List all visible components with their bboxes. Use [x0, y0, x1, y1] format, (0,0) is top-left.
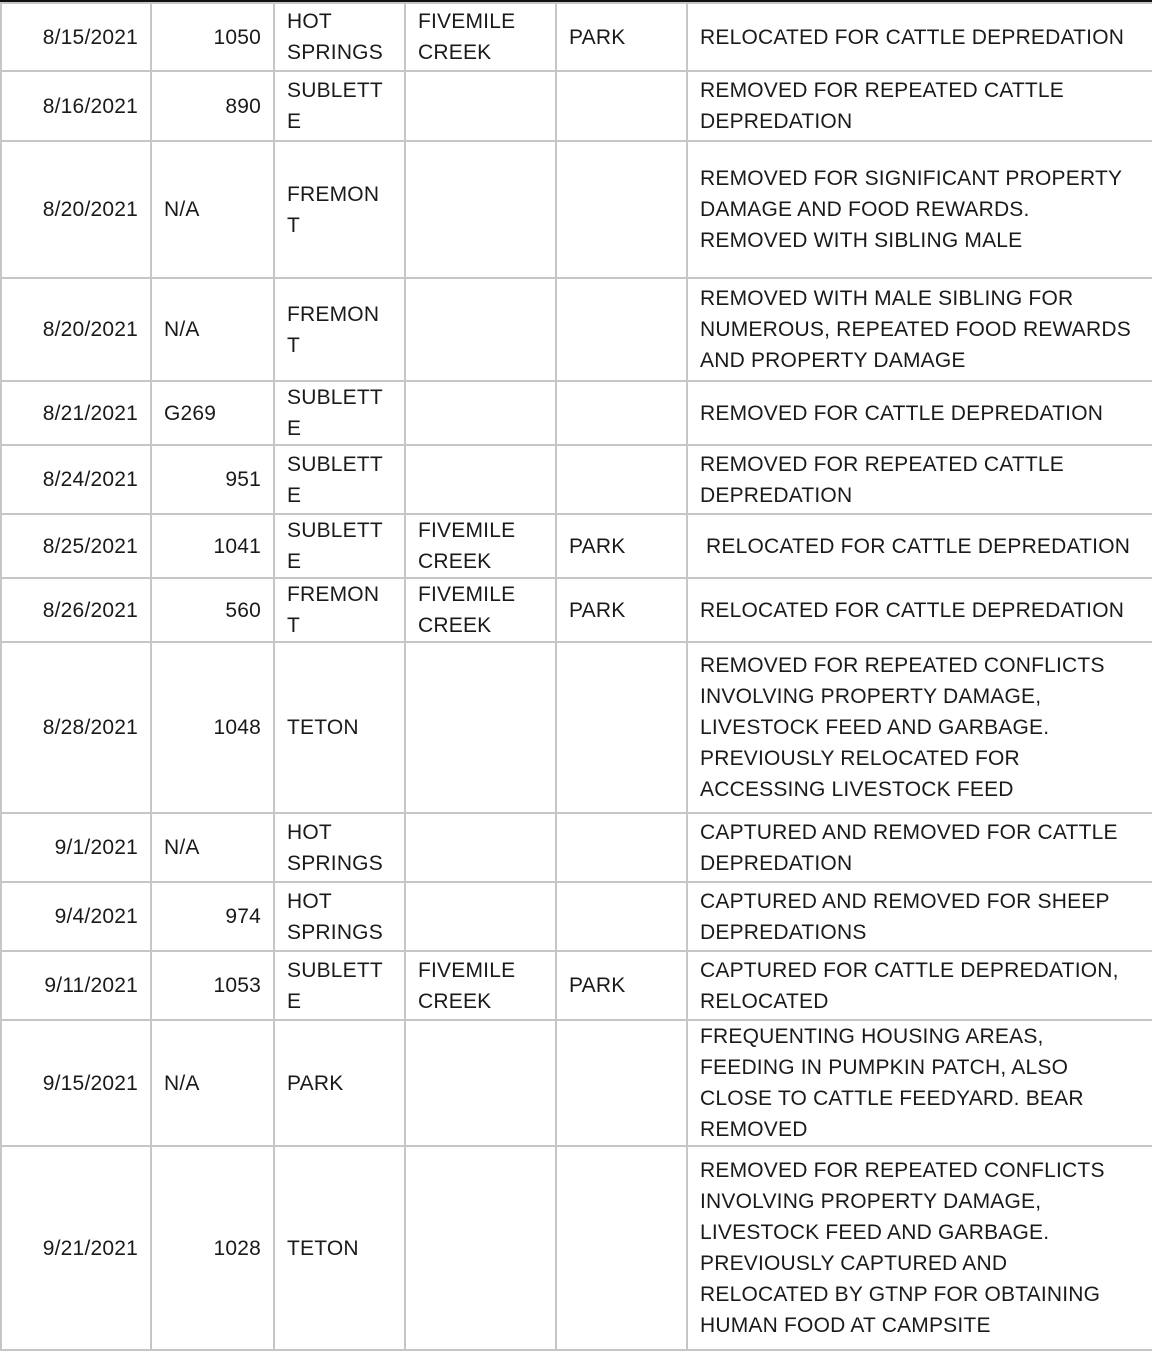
county-cell: PARK [274, 1020, 405, 1146]
release-site-cell: FIVEMILE CREEK [405, 578, 556, 642]
bear-id-cell: N/A [151, 1020, 274, 1146]
release-county-cell: PARK [556, 578, 687, 642]
release-county-cell [556, 381, 687, 445]
notes-cell: RELOCATED FOR CATTLE DEPREDATION [687, 3, 1152, 71]
notes-cell: RELOCATED FOR CATTLE DEPREDATION [687, 578, 1152, 642]
release-site-cell [405, 71, 556, 141]
date-cell: 8/24/2021 [1, 445, 151, 514]
table-row [1, 951, 1152, 1020]
date-cell: 9/1/2021 [1, 813, 151, 882]
notes-cell: REMOVED FOR CATTLE DEPREDATION [687, 381, 1152, 445]
release-site-cell [405, 1146, 556, 1350]
release-county-cell: PARK [556, 3, 687, 71]
date-cell: 8/20/2021 [1, 141, 151, 278]
county-cell: HOT SPRINGS [274, 882, 405, 951]
table-row [1, 882, 1152, 951]
release-site-cell [405, 141, 556, 278]
release-county-cell [556, 1020, 687, 1146]
county-cell: SUBLETTE [274, 951, 405, 1020]
bear-id-cell: 1048 [151, 642, 274, 813]
bear-id-cell: 560 [151, 578, 274, 642]
release-site-cell [405, 445, 556, 514]
table-row [1, 514, 1152, 578]
release-site-cell: FIVEMILE CREEK [405, 951, 556, 1020]
county-cell: SUBLETTE [274, 445, 405, 514]
bear-id-cell: 1041 [151, 514, 274, 578]
notes-cell: FREQUENTING HOUSING AREAS, FEEDING IN PUMPKIN PATCH, ALSO CLOSE TO CATTLE FEEDYARD. BEAR REMOVED [687, 1020, 1152, 1146]
table-row [1, 1146, 1152, 1350]
table-row [1, 445, 1152, 514]
notes-cell: CAPTURED AND REMOVED FOR SHEEP DEPREDATIONS [687, 882, 1152, 951]
notes-cell: REMOVED WITH MALE SIBLING FOR NUMEROUS, REPEATED FOOD REWARDS AND PROPERTY DAMAGE [687, 278, 1152, 381]
release-county-cell: PARK [556, 514, 687, 578]
release-county-cell [556, 71, 687, 141]
table-row [1, 642, 1152, 813]
table-row [1, 71, 1152, 141]
bear-id-cell: 974 [151, 882, 274, 951]
county-cell: SUBLETTE [274, 381, 405, 445]
table-row [1, 578, 1152, 642]
notes-cell: REMOVED FOR REPEATED CATTLE DEPREDATION [687, 445, 1152, 514]
notes-cell: REMOVED FOR REPEATED CONFLICTS INVOLVING PROPERTY DAMAGE, LIVESTOCK FEED AND GARBAGE. PREVIOUSLY CAPTURED AND RELOCATED BY GTNP FOR OBTAINING HUMAN FOOD AT CAMPSITE [687, 1146, 1152, 1350]
release-site-cell [405, 813, 556, 882]
release-county-cell [556, 813, 687, 882]
notes-cell: CAPTURED AND REMOVED FOR CATTLE DEPREDATION [687, 813, 1152, 882]
table-row [1, 141, 1152, 278]
release-county-cell [556, 882, 687, 951]
release-site-cell [405, 278, 556, 381]
bear-id-cell: 1050 [151, 3, 274, 71]
notes-cell: REMOVED FOR SIGNIFICANT PROPERTY DAMAGE AND FOOD REWARDS. REMOVED WITH SIBLING MALE [687, 141, 1152, 278]
notes-cell: CAPTURED FOR CATTLE DEPREDATION, RELOCATED [687, 951, 1152, 1020]
bear-id-cell: G269 [151, 381, 274, 445]
release-site-cell [405, 882, 556, 951]
date-cell: 9/21/2021 [1, 1146, 151, 1350]
release-county-cell: PARK [556, 951, 687, 1020]
release-county-cell [556, 141, 687, 278]
table-row [1, 1020, 1152, 1146]
release-county-cell [556, 1146, 687, 1350]
bear-id-cell: 951 [151, 445, 274, 514]
county-cell: SUBLETTE [274, 514, 405, 578]
notes-cell: REMOVED FOR REPEATED CONFLICTS INVOLVING PROPERTY DAMAGE, LIVESTOCK FEED AND GARBAGE. PREVIOUSLY RELOCATED FOR ACCESSING LIVESTOCK FEED [687, 642, 1152, 813]
release-county-cell [556, 642, 687, 813]
table-row [1, 3, 1152, 71]
table-row [1, 278, 1152, 381]
bear-conflict-table [0, 2, 1152, 1351]
release-site-cell: FIVEMILE CREEK [405, 514, 556, 578]
county-cell: HOT SPRINGS [274, 3, 405, 71]
notes-cell: RELOCATED FOR CATTLE DEPREDATION [687, 514, 1152, 578]
release-county-cell [556, 445, 687, 514]
table-row [1, 381, 1152, 445]
county-cell: FREMONT [274, 278, 405, 381]
county-cell: FREMONT [274, 578, 405, 642]
bear-id-cell: 1028 [151, 1146, 274, 1350]
release-site-cell [405, 381, 556, 445]
county-cell: TETON [274, 642, 405, 813]
release-county-cell [556, 278, 687, 381]
release-site-cell: FIVEMILE CREEK [405, 3, 556, 71]
bear-id-cell: N/A [151, 813, 274, 882]
table-row [1, 813, 1152, 882]
date-cell: 9/4/2021 [1, 882, 151, 951]
county-cell: FREMONT [274, 141, 405, 278]
date-cell: 9/11/2021 [1, 951, 151, 1020]
date-cell: 8/21/2021 [1, 381, 151, 445]
date-cell: 8/20/2021 [1, 278, 151, 381]
bear-id-cell: 890 [151, 71, 274, 141]
bear-id-cell: 1053 [151, 951, 274, 1020]
county-cell: TETON [274, 1146, 405, 1350]
release-site-cell [405, 642, 556, 813]
date-cell: 8/15/2021 [1, 3, 151, 71]
county-cell: SUBLETTE [274, 71, 405, 141]
notes-cell: REMOVED FOR REPEATED CATTLE DEPREDATION [687, 71, 1152, 141]
date-cell: 9/15/2021 [1, 1020, 151, 1146]
date-cell: 8/28/2021 [1, 642, 151, 813]
bear-id-cell: N/A [151, 141, 274, 278]
bear-id-cell: N/A [151, 278, 274, 381]
date-cell: 8/16/2021 [1, 71, 151, 141]
release-site-cell [405, 1020, 556, 1146]
date-cell: 8/25/2021 [1, 514, 151, 578]
county-cell: HOT SPRINGS [274, 813, 405, 882]
date-cell: 8/26/2021 [1, 578, 151, 642]
